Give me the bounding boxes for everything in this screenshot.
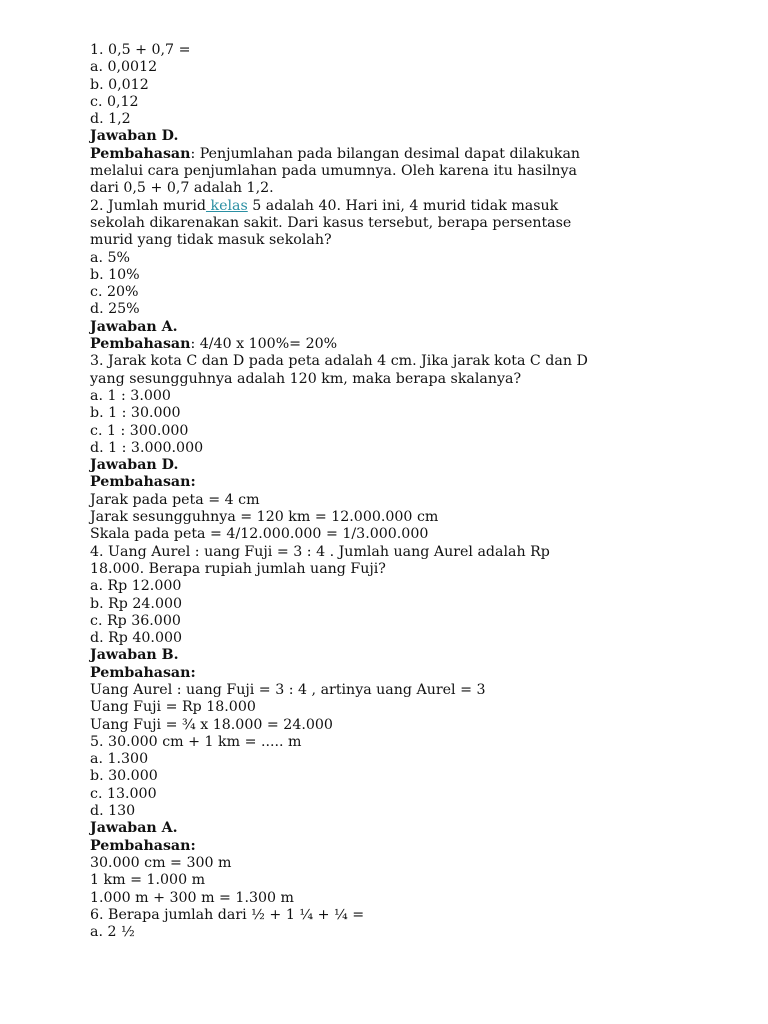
q3-step-3: Skala pada peta = 4/12.000.000 = 1/3.000.000 (90, 526, 429, 543)
q5-discussion-label: Pembahasan: (90, 837, 196, 854)
question-4-line-1: 4. Uang Aurel : uang Fuji = 3 : 4 . Jumlah uang Aurel adalah Rp (90, 543, 550, 560)
document-body (90, 42, 690, 941)
q1-option-a: a. 0,0012 (90, 59, 158, 76)
q4-step-1: Uang Aurel : uang Fuji = 3 : 4 , artinya uang Aurel = 3 (90, 681, 486, 698)
q4-option-a: a. Rp 12.000 (90, 578, 182, 595)
q5-step-2: 1 km = 1.000 m (90, 872, 206, 889)
question-2-line-2: sekolah dikarenakan sakit. Dari kasus tersebut, berapa persentase (90, 214, 572, 231)
q1-discussion-label: Pembahasan (90, 145, 191, 162)
q2-question-part-1: 2. Jumlah murid (90, 197, 206, 214)
question-5: 5. 30.000 cm + 1 km = ..... m (90, 733, 302, 750)
q4-discussion-label: Pembahasan: (90, 664, 196, 681)
q2-discussion-text: : 4/40 x 100%= 20% (190, 336, 338, 353)
q1-discussion-line-1 (90, 146, 690, 163)
q1-option-b: b. 0,012 (90, 76, 149, 93)
q1-option-c: c. 0,12 (90, 93, 139, 110)
q5-option-a: a. 1.300 (90, 751, 149, 768)
q4-step-3: Uang Fuji = ¾ x 18.000 = 24.000 (90, 716, 333, 733)
q5-option-d: d. 130 (90, 803, 136, 820)
q1-answer: Jawaban D. (90, 128, 179, 145)
q5-step-3: 1.000 m + 300 m = 1.300 m (90, 889, 295, 906)
q4-answer: Jawaban B. (90, 647, 179, 664)
question-2-line-1 (90, 198, 690, 215)
q1-option-d: d. 1,2 (90, 111, 131, 128)
question-1: 1. 0,5 + 0,7 = (90, 42, 191, 58)
q1-discussion-line-2: melalui cara penjumlahan pada umumnya. Oleh karena itu hasilnya (90, 163, 577, 180)
q4-option-d: d. Rp 40.000 (90, 630, 183, 647)
q3-option-c: c. 1 : 300.000 (90, 422, 189, 439)
q1-discussion-line-3: dari 0,5 + 0,7 adalah 1,2. (90, 180, 274, 197)
q4-step-2: Uang Fuji = Rp 18.000 (90, 699, 256, 716)
q3-step-2: Jarak sesungguhnya = 120 km = 12.000.000 cm (90, 509, 439, 526)
q3-discussion-label: Pembahasan: (90, 474, 196, 491)
question-6: 6. Berapa jumlah dari ½ + 1 ¼ + ¼ = (90, 906, 365, 923)
q6-option-a: a. 2 ½ (90, 924, 135, 941)
question-2-line-3: murid yang tidak masuk sekolah? (90, 232, 332, 249)
q2-discussion-label: Pembahasan (90, 336, 191, 353)
question-3-line-1: 3. Jarak kota C dan D pada peta adalah 4 cm. Jika jarak kota C dan D (90, 353, 588, 370)
q5-step-1: 30.000 cm = 300 m (90, 854, 232, 871)
q2-option-a: a. 5% (90, 249, 130, 266)
q1-discussion-text: : Penjumlahan pada bilangan desimal dapat dilakukan (190, 145, 581, 162)
question-4-line-2: 18.000. Berapa rupiah jumlah uang Fuji? (90, 560, 386, 577)
q4-option-c: c. Rp 36.000 (90, 612, 181, 629)
q3-step-1: Jarak pada peta = 4 cm (90, 491, 260, 508)
q2-option-b: b. 10% (90, 266, 140, 283)
q2-question-part-2: 5 adalah 40. Hari ini, 4 murid tidak masuk (247, 197, 559, 214)
q5-option-c: c. 13.000 (90, 785, 157, 802)
q3-option-b: b. 1 : 30.000 (90, 405, 181, 422)
q2-answer: Jawaban A. (90, 318, 178, 335)
q3-option-d: d. 1 : 3.000.000 (90, 439, 204, 456)
q3-answer: Jawaban D. (90, 457, 179, 474)
q5-answer: Jawaban A. (90, 820, 178, 837)
kelas-link[interactable]: kelas (205, 197, 248, 214)
question-3-line-2: yang sesungguhnya adalah 120 km, maka berapa skalanya? (90, 370, 522, 387)
q3-option-a: a. 1 : 3.000 (90, 387, 171, 404)
q2-option-d: d. 25% (90, 301, 140, 318)
q2-discussion (90, 336, 690, 353)
q2-option-c: c. 20% (90, 284, 139, 301)
q4-option-b: b. Rp 24.000 (90, 595, 183, 612)
q5-option-b: b. 30.000 (90, 768, 158, 785)
